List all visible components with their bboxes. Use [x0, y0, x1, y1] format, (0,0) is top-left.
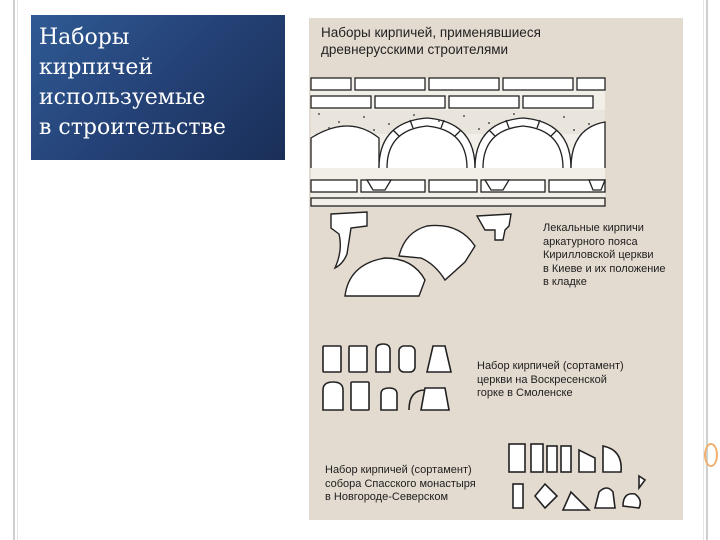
- frame-line-left-inner: [17, 0, 18, 540]
- arcature-wall: [311, 78, 605, 206]
- shaped-bricks-kiev: [331, 212, 511, 296]
- brick-sets-figure: [309, 18, 683, 520]
- caption-kiev: Лекальные кирпичи аркатурного пояса Кирилловской церкви в Киеве и их положение в кладке: [543, 222, 666, 288]
- decorative-ring: [704, 443, 718, 467]
- brick-set-smolensk: [323, 344, 451, 410]
- slide-title: Наборы кирпичей используемые в строительстве: [39, 25, 226, 140]
- caption-novgorod: Набор кирпичей (сортамент) собора Спасского монастыря в Новгороде-Северском: [325, 464, 476, 503]
- frame-line-left: [13, 0, 15, 540]
- slide-title-box: [31, 15, 285, 160]
- figure-heading: Наборы кирпичей, применявшиеся древнерусскими строителями: [321, 25, 541, 57]
- caption-smolensk: Набор кирпичей (сортамент) церкви на Воскресенской горке в Смоленске: [477, 360, 624, 399]
- brick-set-novgorod: [509, 444, 645, 510]
